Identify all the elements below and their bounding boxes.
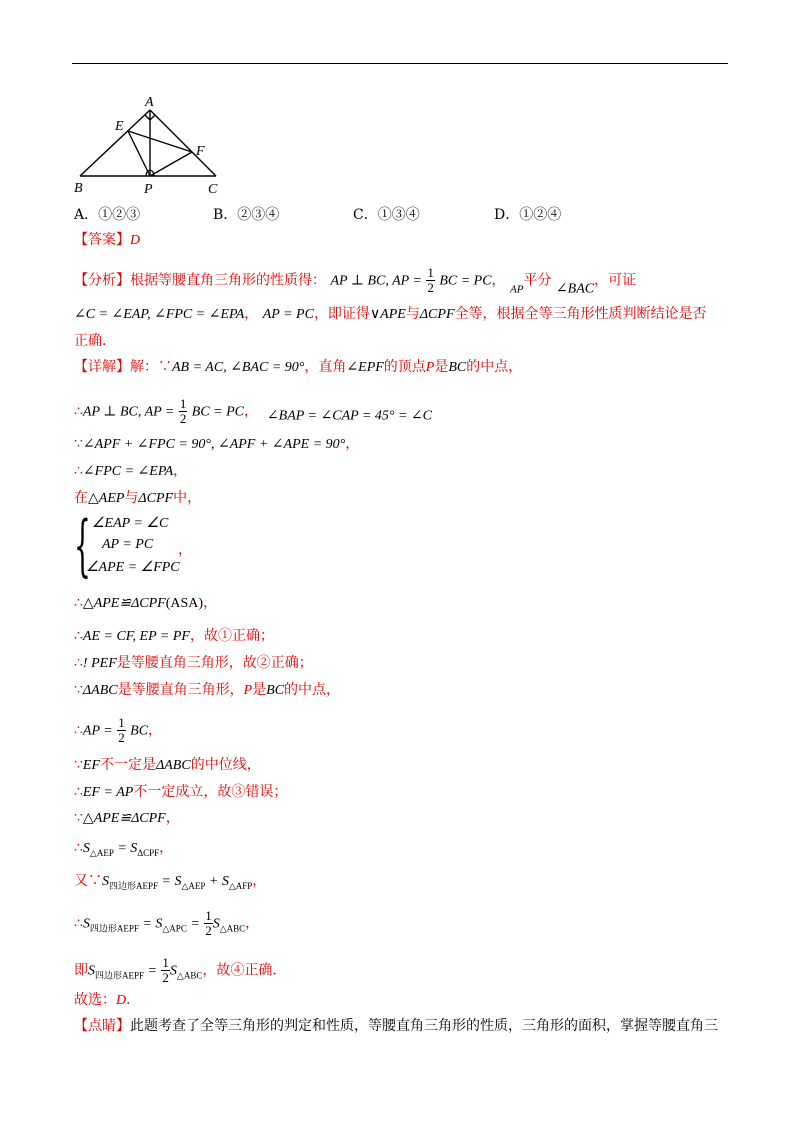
comment-line (74, 1016, 718, 1036)
answer-value: D (130, 233, 141, 248)
analysis-tag: 【分析】 (74, 272, 130, 289)
math-expr: ΔCPF (419, 307, 455, 322)
detail-line-17: 即$S_{四边形AEPF}$ = $\frac{1}{2}$ $S_{\triangle ABC}$，故④正确． (74, 955, 287, 985)
detail-line-13: ∵△APE≌ΔCPF， (74, 810, 180, 826)
detail-line-1: 【详解】解：∵AB = AC, ∠BAC = 90°，直角∠EPF的顶点P是BC的中点， (74, 359, 523, 375)
analysis-line-3: 正确． (74, 333, 116, 349)
fraction: $\frac{1}{2}$ (205, 908, 212, 938)
option-c: C．①③④ (353, 207, 420, 223)
detail-line-16: $\therefore S_{四边形AEPF} = S_{\triangle APC}$ = $\frac{1}{2}$ $S_{\triangle ABC}$， (74, 908, 260, 938)
detail-line-3: ∵∠APF + ∠FPC = 90°, ∠APF + ∠APE = 90°， (74, 436, 360, 452)
detail-line-6: ∴△APE≌ΔCPF(ASA)， (74, 595, 218, 611)
label-C: C (208, 182, 218, 197)
answer-line (74, 230, 140, 251)
comment-tag: 【点睛】 (74, 1018, 130, 1034)
label-B: B (74, 181, 83, 196)
fraction: $\frac{1}{2}$ (427, 265, 434, 295)
system-row-1: ∠EAP = ∠C (92, 516, 169, 531)
fraction: $\frac{1}{2}$ (118, 715, 125, 745)
analysis-text: ，可证 (594, 272, 637, 289)
triangle-figure (70, 92, 230, 200)
analysis-text: ， (491, 272, 506, 289)
math-expr: ∠C = ∠EAP, ∠FPC = ∠EPA (74, 307, 245, 322)
segment-PF (150, 152, 192, 176)
analysis-text: 根据等腰直角三角形的性质得： (130, 272, 326, 289)
detail-line-14: $\therefore S_{\triangle AEP} = S_{\Delta CPF}$， (74, 840, 174, 858)
system-row-2: AP = PC (102, 537, 154, 552)
math-expr: BC = PC (439, 273, 492, 289)
option-d: D．①②④ (494, 207, 562, 223)
detail-line-8: ∴! PEF是等腰直角三角形，故②正确； (74, 655, 313, 671)
math-expr: ∨APE (369, 307, 406, 322)
analysis-text: ，即证得 (313, 306, 370, 322)
detail-line-9: ∵ΔABC是等腰直角三角形，P是BC的中点， (74, 682, 341, 698)
math-expr: AP ⊥ BC, AP = (330, 273, 422, 289)
label-F: F (196, 144, 205, 159)
brace-icon: { (74, 507, 91, 584)
segment-AC (150, 110, 216, 176)
detail-line-4: ∴∠FPC = ∠EPA， (74, 463, 188, 479)
system-row-3: ∠APE = ∠FPC (86, 560, 180, 575)
detail-line-7: ∴AE = CF, EP = PF，故①正确； (74, 628, 274, 644)
analysis-text: 平分 (523, 272, 552, 289)
analysis-text: 全等，根据全等三角形性质判断结论是否 (454, 306, 707, 322)
detail-line-11: ∵EF不一定是ΔABC的中位线， (74, 757, 261, 773)
fraction: $\frac{1}{2}$ (162, 955, 169, 985)
math-expr: ∠BAC (555, 281, 595, 297)
header-rule (72, 63, 728, 64)
math-expr: AP = PC (262, 307, 314, 322)
analysis-line-1 (74, 266, 636, 300)
analysis-line-2 (74, 304, 707, 325)
label-A: A (145, 95, 154, 110)
fraction: $\frac{1}{2}$ (179, 396, 187, 426)
detail-tag: 【详解】 (74, 359, 130, 375)
label-E: E (115, 119, 124, 134)
detail-line-18: 故选：D． (74, 992, 141, 1008)
detail-line-5: 在△AEP与ΔCPF中， (74, 490, 202, 506)
label-P: P (144, 182, 153, 197)
detail-line-12: ∴EF = AP不一定成立，故③错误； (74, 784, 288, 800)
analysis-text: ， (244, 306, 259, 322)
comment-text: 此题考查了全等三角形的判定和性质，等腰直角三角形的性质，三角形的面积，掌握等腰直角三 (130, 1018, 718, 1034)
math-expr: AP (510, 283, 524, 296)
detail-line-15: 又$\because S_{四边形AEPF} = S_{\triangle AEP} + S_{\triangle AFP}$， (74, 873, 267, 891)
option-a: A．①②③ (74, 207, 141, 223)
analysis-text: 与 (405, 306, 420, 322)
detail-line-10: ∴AP = $\frac{1}{2}$ BC， (74, 715, 163, 745)
option-b: B．②③④ (213, 207, 280, 223)
detail-line-2: ∴AP ⊥ BC, AP = $\frac{1}{2}$ BC = PC， ∠BAP = ∠CAP = 45° = ∠C (74, 396, 432, 426)
answer-tag: 【答案】 (74, 232, 130, 248)
equation-system: { ∠EAP = ∠C AP = PC ∠APE = ∠FPC ， (74, 507, 192, 584)
